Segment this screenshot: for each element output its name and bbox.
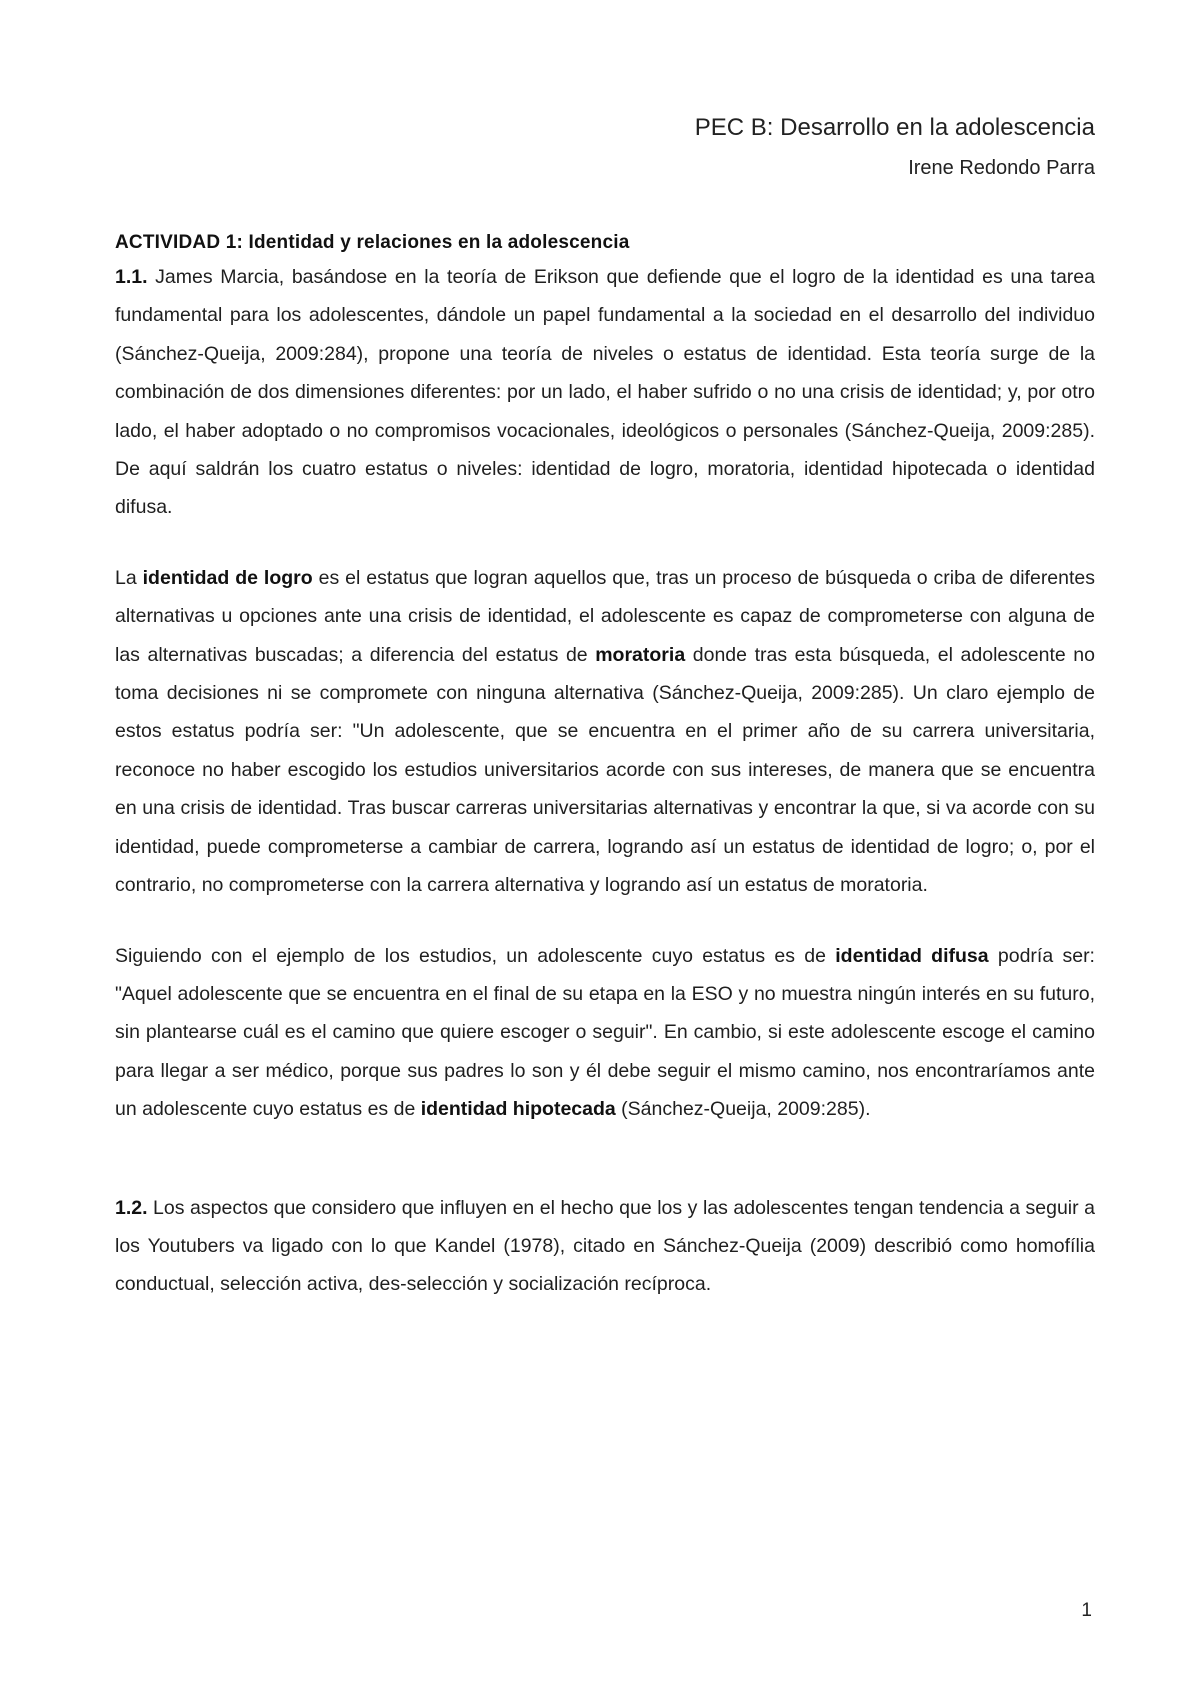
document-title: PEC B: Desarrollo en la adolescencia bbox=[694, 114, 1095, 141]
document-author: Irene Redondo Parra bbox=[908, 157, 1095, 179]
page-header bbox=[695, 112, 1095, 182]
paragraph-identidad-logro bbox=[115, 559, 1095, 905]
section-heading: ACTIVIDAD 1: Identidad y relaciones en la adolescencia bbox=[115, 232, 630, 253]
paragraph-text: (Sánchez-Queija, 2009:285). bbox=[615, 1098, 871, 1121]
paragraph-text: donde tras esta búsqueda, el adolescente no toma decisiones ni se compromete con ninguna alternativa (Sánchez-Queija, 2009:285). Un claro ejemplo de estos estatus podría ser: "Un adolescente, que se encuentra en el primer año de su carrera universitaria, reconoce no haber escogido los estudios universitarios acorde con sus intereses, de manera que se encuentra en una crisis de identidad. Tras buscar carreras universitarias alternativas y encontrar la que, si va acorde con su identidad, puede comprometerse a cambiar de carrera, logrando así un estatus de identidad de logro; o, por el contrario, no comprometerse con la carrera alternativa y logrando así un estatus de moratoria. bbox=[115, 643, 1095, 897]
paragraph-text: La bbox=[115, 566, 143, 589]
paragraph-text: Siguiendo con el ejemplo de los estudios, un adolescente cuyo estatus es de bbox=[115, 944, 836, 967]
document-body bbox=[115, 228, 1095, 1304]
bold-term: identidad de logro bbox=[142, 566, 313, 589]
page-number: 1 bbox=[1081, 1600, 1092, 1621]
paragraph-1-2 bbox=[115, 1189, 1095, 1304]
paragraph-label: 1.2. bbox=[115, 1196, 148, 1219]
paragraph-text: podría ser: "Aquel adolescente que se encuentra en el final de su etapa en la ESO y no muestra ningún interés en su futuro, sin plantearse cuál es el camino que quiere escoger o seguir". En cambio, si este adolescente escoge el camino para llegar a ser médico, porque sus padres lo son y él debe seguir el mismo camino, nos encontraríamos ante un adolescente cuyo estatus es de bbox=[115, 944, 1095, 1121]
bold-term: identidad hipotecada bbox=[420, 1098, 616, 1121]
bold-term: moratoria bbox=[595, 643, 686, 666]
bold-term: identidad difusa bbox=[835, 944, 989, 967]
paragraph-1-1 bbox=[115, 258, 1095, 527]
paragraph-text: James Marcia, basándose en la teoría de Erikson que defiende que el logro de la identidad es una tarea fundamental para los adolescentes, dándole un papel fundamental a la sociedad en el desarrollo del individuo (Sánchez-Queija, 2009:284), propone una teoría de niveles o estatus de identidad. Esta teoría surge de la combinación de dos dimensiones diferentes: por un lado, el haber sufrido o no una crisis de identidad; y, por otro lado, el haber adoptado o no compromisos vocacionales, ideológicos o personales (Sánchez-Queija, 2009:285). De aquí saldrán los cuatro estatus o niveles: identidad de logro, moratoria, identidad hipotecada o identidad difusa. bbox=[115, 266, 1095, 519]
paragraph-text: es el estatus que logran aquellos que, tras un proceso de búsqueda o criba de diferentes alternativas u opciones ante una crisis de identidad, el adolescente es capaz de comprometerse con alguna de las alternativas buscadas; a diferencia del estatus de bbox=[115, 566, 1096, 666]
paragraph-label: 1.1. bbox=[115, 266, 148, 288]
paragraph-identidad-difusa bbox=[115, 937, 1095, 1129]
paragraph-text: Los aspectos que considero que influyen en el hecho que los y las adolescentes tengan tendencia a seguir a los Youtubers va ligado con lo que Kandel (1978), citado en Sánchez-Queija (2009) describió como homofília conductual, selección activa, des-selección y socialización recíproca. bbox=[115, 1196, 1095, 1296]
